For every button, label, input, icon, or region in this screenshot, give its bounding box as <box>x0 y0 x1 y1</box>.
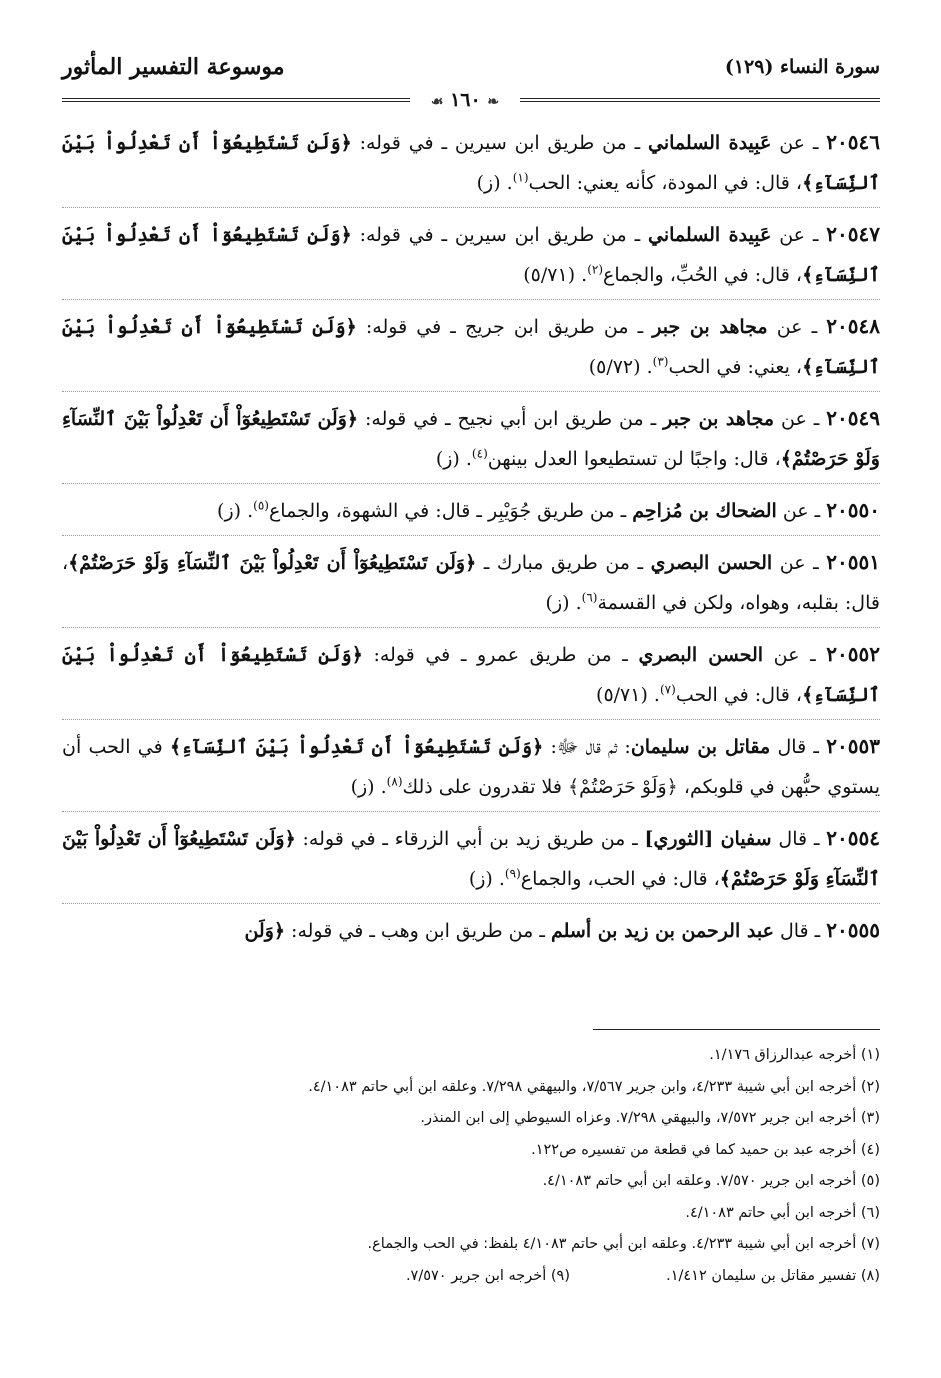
footnote-9: (٩) أخرجه ابن جرير ٧/٥٧٠. <box>405 1267 570 1284</box>
entry-chain: ـ من طريق مبارك ـ <box>476 552 651 574</box>
entry-text: ، قال: واجبًا لن تستطيعوا العدل بينهن <box>487 448 781 470</box>
footnote-ref: (٨) <box>386 774 403 789</box>
entry-number: ٢٠٥٤٧ <box>826 222 880 246</box>
entry-connector: ـ عن <box>776 500 827 522</box>
entry-ref: . (ز) <box>435 448 472 470</box>
entry-ref: . (٥/٧٢) <box>588 356 653 378</box>
entry-chain: ـ من طريق ابن جريج ـ في قوله: <box>356 316 653 338</box>
entry-ref: . (ز) <box>476 172 513 194</box>
footnote-ref: (٥) <box>253 498 269 513</box>
footnote-ref: (٩) <box>504 866 521 881</box>
quran-quote: ﴿وَلَن تَسْتَطِيعُوٓاْ أَن تَعْدِلُواْ بَيْنَ ٱلنِّسَآءِ وَلَوْ حَرَصْتُمْ﴾ <box>62 828 880 890</box>
entry <box>62 542 880 628</box>
entry-number: ٢٠٥٤٨ <box>826 314 881 338</box>
narrator-name: عَبِيدة السلماني <box>648 224 772 246</box>
footnote-8: (٨) تفسير مقاتل بن سليمان ١/٤١٢. <box>666 1267 880 1284</box>
narrator-name: عبد الرحمن بن زيد بن أسلم <box>550 920 774 942</box>
book-title: موسوعة التفسير المأثور <box>62 54 285 80</box>
entry-connector: ـ قال <box>771 828 827 850</box>
entry-chain: ـ من طريق جُوَيْبِر ـ قال: في الشهوة، والجماع <box>268 500 633 522</box>
entry-chain: ـ من طريق ابن أبي نجيح ـ في قوله: <box>358 408 664 430</box>
entry-ref: . (ز) <box>468 868 505 890</box>
entry-ref: . (ز) <box>217 500 254 522</box>
quran-quote: ﴿وَلَن تَسْتَطِيعُوٓاْ أَن تَعْدِلُواْ بَيْنَ ٱلنِّسَآءِ﴾ <box>62 224 880 286</box>
narrator-name: مقاتل بن سليمان <box>630 736 771 758</box>
entry-connector: ـ عن <box>771 132 827 154</box>
footnote-6: (٦) أخرجه ابن أبي حاتم ٤/١٠٨٣. <box>685 1204 880 1221</box>
entry-connector: ـ عن <box>772 552 827 574</box>
footnote-2: (٢) أخرجه ابن أبي شيبة ٤/٢٣٣، وابن جرير ٧/٥٦٧، والبيهقي ٧/٢٩٨. وعلقه ابن أبي حاتم ٤/١٠٨٣. <box>308 1078 880 1095</box>
footnote-5: (٥) أخرجه ابن جرير ٧/٥٧٠. وعلقه ابن أبي حاتم ٤/١٠٨٣. <box>542 1173 880 1189</box>
narrator-name: سفيان [الثوري] <box>644 828 772 850</box>
footnote-ref: (٦) <box>581 590 598 605</box>
entry <box>62 398 880 484</box>
entry-text: ، قال: في الحب <box>675 684 803 706</box>
ornament-icon: ❧ <box>487 94 500 110</box>
quran-quote: ﴿وَلَن تَسْتَطِيعُوٓاْ أَن تَعْدِلُواْ بَيْنَ ٱلنِّسَآءِ وَلَوْ حَرَصْتُمْ﴾ <box>68 552 477 574</box>
entry-number: ٢٠٥٤٩ <box>826 406 880 430</box>
entry-connector: ـ عن <box>774 408 827 430</box>
narrator-name: مجاهد بن جبر <box>663 408 775 430</box>
entry <box>62 490 880 536</box>
entry-number: ٢٠٥٥٢ <box>826 642 880 666</box>
narrator-name: الحسن البصري <box>650 552 773 574</box>
entry-number: ٢٠٥٥١ <box>826 550 880 574</box>
entry <box>62 214 880 300</box>
entry-text: ، قال: في الحب، والجماع <box>520 868 720 890</box>
entry-connector: ـ عن <box>767 316 827 338</box>
narrator-name: الضحاك بن مُزاحِم <box>632 500 777 522</box>
entry-number: ٢٠٥٥٤ <box>826 826 881 850</box>
entries-list <box>62 122 880 961</box>
entry-connector: ـ قال <box>773 920 827 942</box>
entry <box>62 306 880 392</box>
narrator-name: الحسن البصري <box>638 644 764 666</box>
entry-connector: ـ عن <box>763 644 827 666</box>
quran-quote: ﴿وَلَن تَسْتَطِيعُوٓاْ أَن تَعْدِلُواْ بَيْنَ ٱلنِّسَآءِ﴾ <box>62 316 880 378</box>
footnotes <box>62 1040 880 1292</box>
entry-text: ، يعني: في الحب <box>668 356 803 378</box>
entry-connector: ـ عن <box>771 224 827 246</box>
footnote-row <box>62 1261 880 1293</box>
narrator-name: مجاهد بن جبر <box>652 316 768 338</box>
entry-text: ، قال: في المودة، كأنه يعني: الحب <box>528 172 803 194</box>
quran-quote: ﴿وَلَن تَسْتَطِيعُوٓاْ أَن تَعْدِلُواْ بَيْنَ ٱلنِّسَآءِ وَلَوْ حَرَصْتُمْ﴾ <box>62 408 880 470</box>
entry <box>62 726 880 812</box>
entry <box>62 818 880 904</box>
entry <box>62 634 880 720</box>
quran-quote: ﴿وَلَن تَسْتَطِيعُوٓاْ أَن تَعْدِلُواْ بَيْنَ ٱلنِّسَآءِ﴾ <box>62 644 880 706</box>
entry-connector: ـ قال <box>770 736 827 758</box>
entry-ref: . (ز) <box>350 776 387 798</box>
ornament-icon: ☙ <box>430 94 444 110</box>
entry-ref: . (٥/٧١) <box>523 264 588 286</box>
footnote-ref: (٣) <box>652 354 669 369</box>
entry-ref: . (ز) <box>545 592 582 614</box>
narrator-name: عَبِيدة السلماني <box>648 132 772 154</box>
entry <box>62 910 880 955</box>
footnote-ref: (٧) <box>659 682 676 697</box>
page-number <box>410 88 520 112</box>
entry-number: ٢٠٥٤٦ <box>826 130 880 154</box>
footnote-separator <box>593 1029 880 1030</box>
entry-number: ٢٠٥٥٣ <box>826 734 880 758</box>
entry-chain: ـ من طريق ابن وهب ـ في قوله: <box>285 920 551 942</box>
entry-text: في الحب أن يستوي حبُّهن في قلوبكم، ﴿وَلَوْ حَرَصْتُمْ﴾ فلا تقدرون على ذلك <box>62 736 880 798</box>
footnote-ref: (٢) <box>587 262 604 277</box>
footnote-7: (٧) أخرجه ابن أبي شيبة ٤/٢٣٣. وعلقه ابن أبي حاتم ٤/١٠٨٣ بلفظ: في الحب والجماع. <box>367 1236 880 1252</box>
footnote-4: (٤) أخرجه عبد بن حميد كما في قطعة من تفسيره ص١٢٢. <box>531 1141 880 1158</box>
entry-chain: ـ من طريق ابن سيرين ـ في قوله: <box>351 132 648 154</box>
entry-ref: . (٥/٧١) <box>596 684 660 706</box>
entry-number: ٢٠٥٥٠ <box>826 498 880 522</box>
entry-chain: ـ من طريق ابن سيرين ـ في قوله: <box>351 224 648 246</box>
entry-chain: : ثم قال ﷻ: <box>543 736 631 758</box>
footnote-ref: (١) <box>512 170 529 185</box>
entry-number: ٢٠٥٥٥ <box>826 918 880 942</box>
surah-reference: سورة النساء (١٢٩) <box>724 56 880 78</box>
entry-text: ، قال: بقلبه، وهواه، ولكن في القسمة <box>62 552 880 614</box>
footnote-3: (٣) أخرجه ابن جرير ٧/٥٧٢، والبيهقي ٧/٢٩٨. وعزاه السيوطي إلى ابن المنذر. <box>420 1110 880 1126</box>
entry-chain: ـ من طريق عمرو ـ في قوله: <box>362 644 639 666</box>
entry-chain: ـ من طريق زيد بن أبي الزرقاء ـ في قوله: <box>295 828 645 850</box>
page-number-text: ١٦٠ <box>450 89 481 111</box>
quran-quote: ﴿وَلَن <box>244 920 286 942</box>
footnote-ref: (٤) <box>471 446 488 461</box>
entry-text: ، قال: في الحُبِّ، والجماع <box>603 264 803 286</box>
footnote-1: (١) أخرجه عبدالرزاق ١/١٧٦. <box>709 1047 880 1063</box>
entry <box>62 122 880 208</box>
quran-quote: ﴿وَلَن تَسْتَطِيعُوٓاْ أَن تَعْدِلُواْ بَيْنَ ٱلنِّسَآءِ﴾ <box>62 132 880 194</box>
quran-quote: ﴿وَلَن تَسْتَطِيعُوٓاْ أَن تَعْدِلُواْ بَيْنَ ٱلنِّسَآءِ﴾ <box>169 736 544 758</box>
